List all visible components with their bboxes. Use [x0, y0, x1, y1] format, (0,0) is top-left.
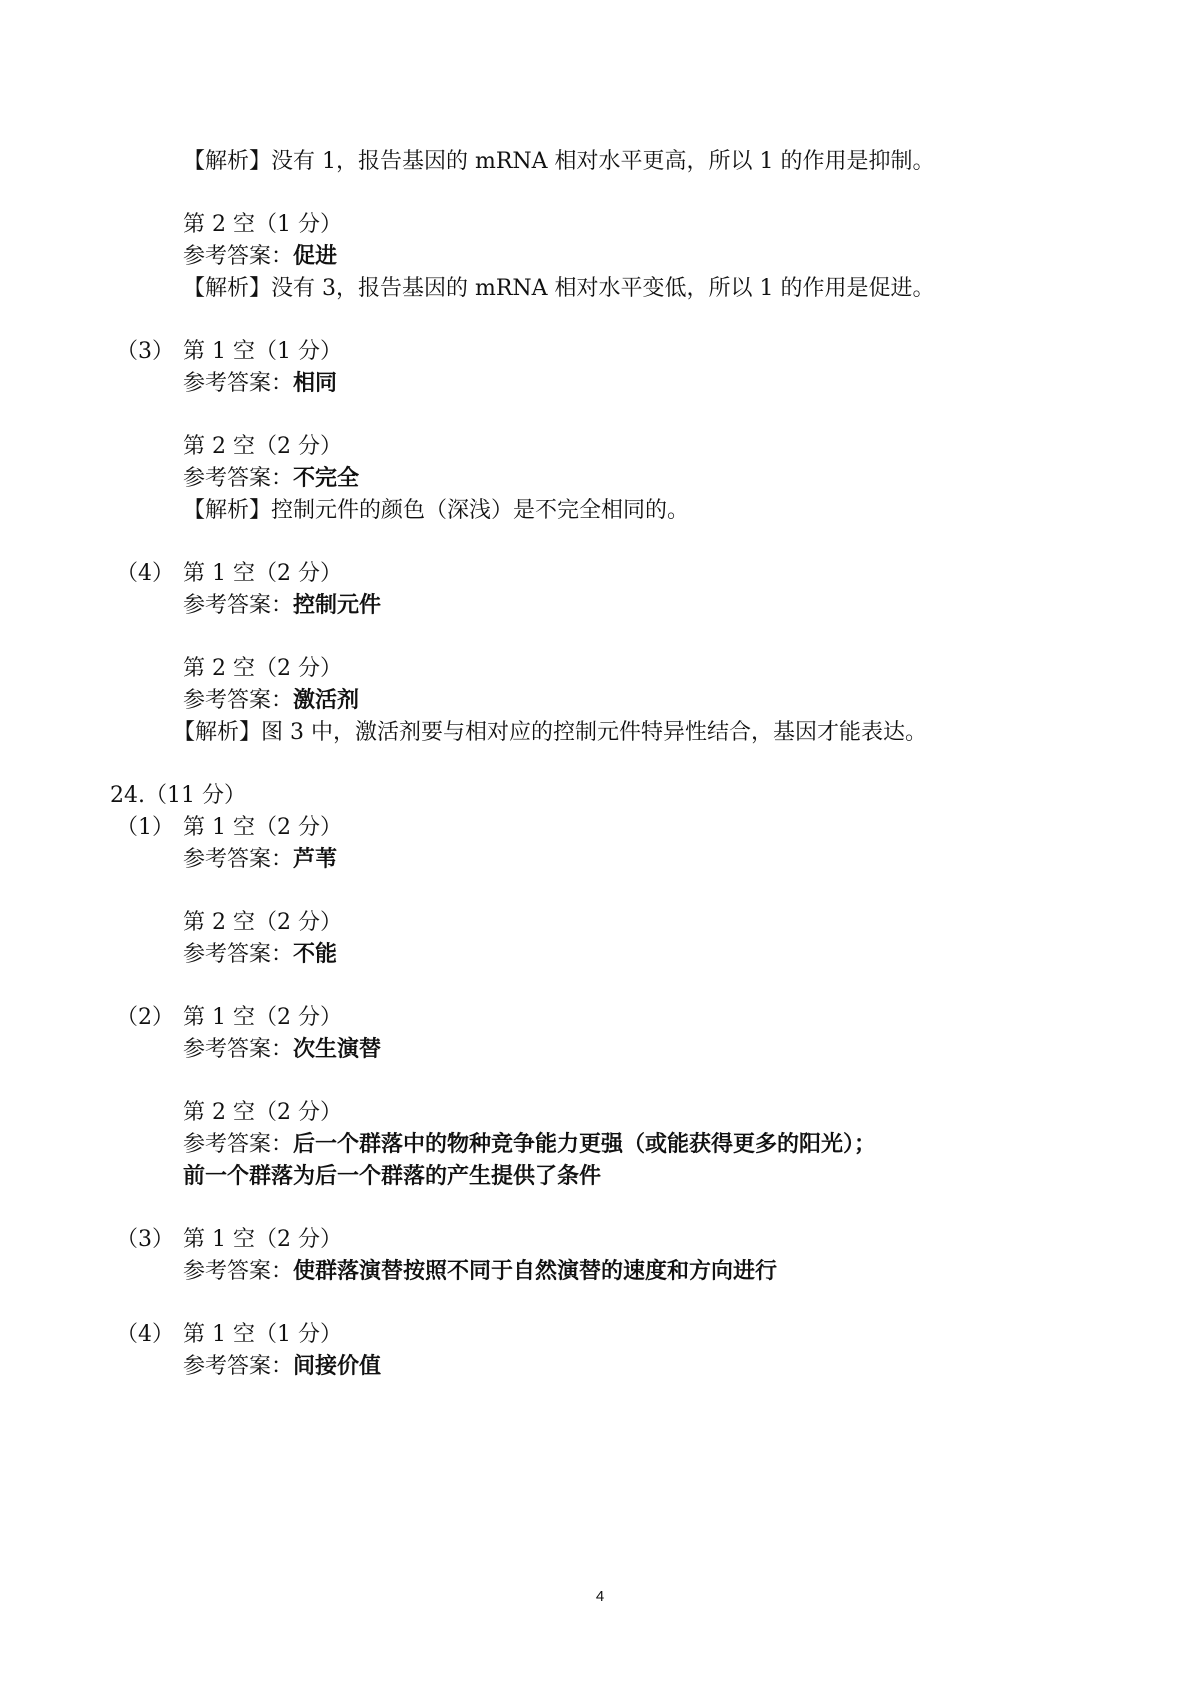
blank-label: 第 1 空（1 分） [183, 339, 342, 364]
answer-label: 参考答案： [183, 371, 294, 396]
blank-label: 第 1 空（2 分） [183, 561, 342, 586]
blank-label: 第 2 空（1 分） [183, 212, 342, 237]
part-number: （3） [116, 1227, 174, 1252]
answer-label: 参考答案： [183, 1132, 294, 1157]
answer-line [183, 465, 359, 493]
answer-value: 相同 [293, 371, 338, 396]
answer-value: 间接价值 [293, 1354, 382, 1379]
blank-label: 第 2 空（2 分） [183, 656, 342, 681]
answer-label: 参考答案： [183, 847, 294, 872]
answer-value: 促进 [293, 244, 338, 269]
answer-value: 使群落演替按照不同于自然演替的速度和方向进行 [293, 1259, 778, 1284]
answer-value: 控制元件 [293, 593, 382, 618]
blank-label: 第 2 空（2 分） [183, 1100, 342, 1125]
part-number: （2） [116, 1005, 174, 1030]
answer-value: 不能 [293, 942, 338, 967]
blank-label: 第 1 空（1 分） [183, 1322, 342, 1347]
answer-value: 激活剂 [293, 688, 360, 713]
answer-line [183, 370, 337, 398]
part-number: （1） [116, 815, 174, 840]
answer-label: 参考答案： [183, 244, 294, 269]
answer-line [183, 243, 337, 271]
answer-value: 后一个群落中的物种竞争能力更强（或能获得更多的阳光）； [293, 1132, 877, 1157]
part-number: （4） [116, 561, 174, 586]
answer-label: 参考答案： [183, 593, 294, 618]
answer-label: 参考答案： [183, 1354, 294, 1379]
page-number: 4 [595, 1588, 605, 1605]
answer-label: 参考答案： [183, 466, 294, 491]
analysis-text: 【解析】图 3 中，激活剂要与相对应的控制元件特异性结合，基因才能表达。 [173, 720, 927, 745]
answer-line [183, 592, 381, 620]
answer-line [183, 846, 337, 874]
answer-value: 次生演替 [293, 1037, 382, 1062]
answer-line [183, 1131, 876, 1159]
part-number: （4） [116, 1322, 174, 1347]
answer-label: 参考答案： [183, 942, 294, 967]
answer-value: 前一个群落为后一个群落的产生提供了条件 [183, 1164, 602, 1189]
answer-line [183, 1036, 381, 1064]
question-title: 24.（11 分） [110, 783, 246, 808]
answer-line [183, 941, 337, 969]
answer-label: 参考答案： [183, 1037, 294, 1062]
blank-label: 第 1 空（2 分） [183, 1227, 342, 1252]
blank-label: 第 1 空（2 分） [183, 815, 342, 840]
answer-label: 参考答案： [183, 688, 294, 713]
blank-label: 第 2 空（2 分） [183, 910, 342, 935]
part-number: （3） [116, 339, 174, 364]
blank-label: 第 2 空（2 分） [183, 434, 342, 459]
answer-line [183, 687, 359, 715]
answer-value: 不完全 [293, 466, 360, 491]
blank-label: 第 1 空（2 分） [183, 1005, 342, 1030]
analysis-text: 【解析】控制元件的颜色（深浅）是不完全相同的。 [183, 498, 690, 523]
answer-label: 参考答案： [183, 1259, 294, 1284]
answer-line [183, 1353, 381, 1381]
answer-value: 芦苇 [293, 847, 338, 872]
answer-line [183, 1258, 777, 1286]
analysis-text: 【解析】没有 1，报告基因的 mRNA 相对水平更高，所以 1 的作用是抑制。 [183, 149, 935, 174]
analysis-text: 【解析】没有 3，报告基因的 mRNA 相对水平变低，所以 1 的作用是促进。 [183, 276, 935, 301]
